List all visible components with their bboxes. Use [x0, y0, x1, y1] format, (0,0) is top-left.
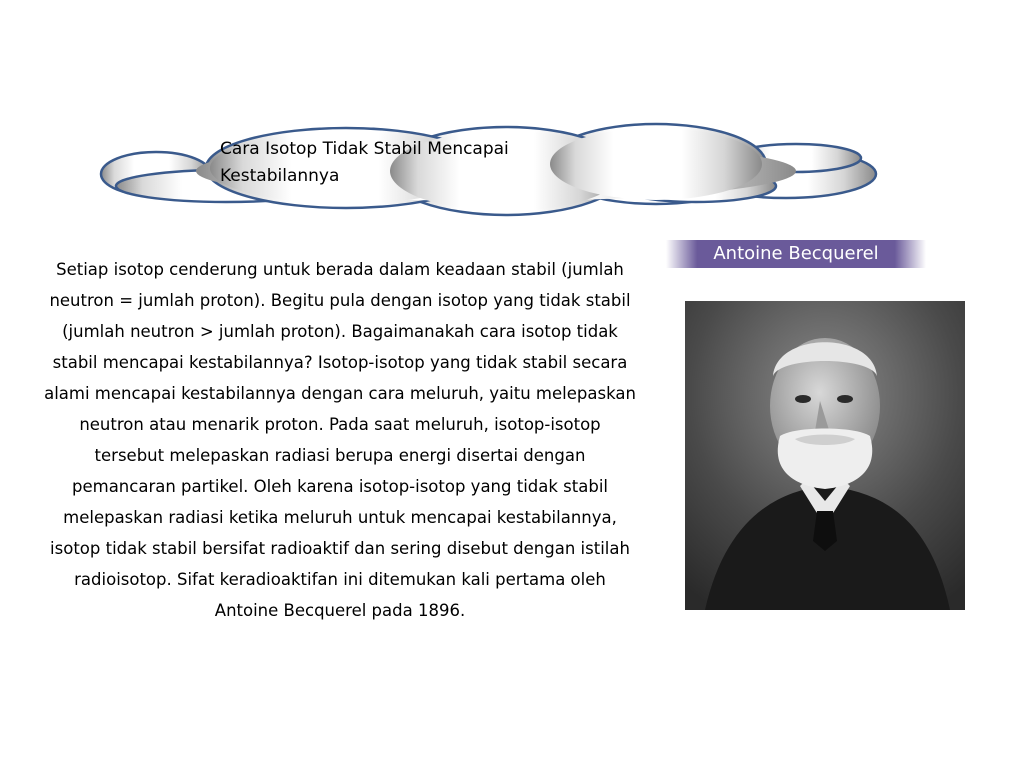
portrait-photo — [685, 301, 965, 610]
portrait-caption-badge: Antoine Becquerel — [666, 240, 926, 268]
portrait-photo-icon — [685, 301, 965, 610]
cloud-title: Cara Isotop Tidak Stabil Mencapai Kestabilannya — [220, 139, 509, 186]
title-cloud — [96, 116, 886, 220]
body-paragraph: Setiap isotop cenderung untuk berada dalam keadaan stabil (jumlah neutron = jumlah proton). Begitu pula dengan isotop yang tidak stabil (jumlah neutron > jumlah proton). Bagaimanakah cara isotop tidak stabil mencapai kestabilannya? Isotop-isotop yang tidak stabil secara alami mencapai kestabilannya dengan cara meluruh, yaitu melepaskan neutron atau menarik proton. Pada saat meluruh, isotop-isotop tersebut melepaskan radiasi berupa energi disertai dengan pemancaran partikel. Oleh karena isotop-isotop yang tidak stabil melepaskan radiasi ketika meluruh untuk mencapai kestabilannya, isotop tidak stabil bersifat radioaktif dan sering disebut dengan istilah radioisotop. Sifat keradioaktifan ini ditemukan kali pertama oleh Antoine Becquerel pada 1896. — [44, 260, 636, 620]
